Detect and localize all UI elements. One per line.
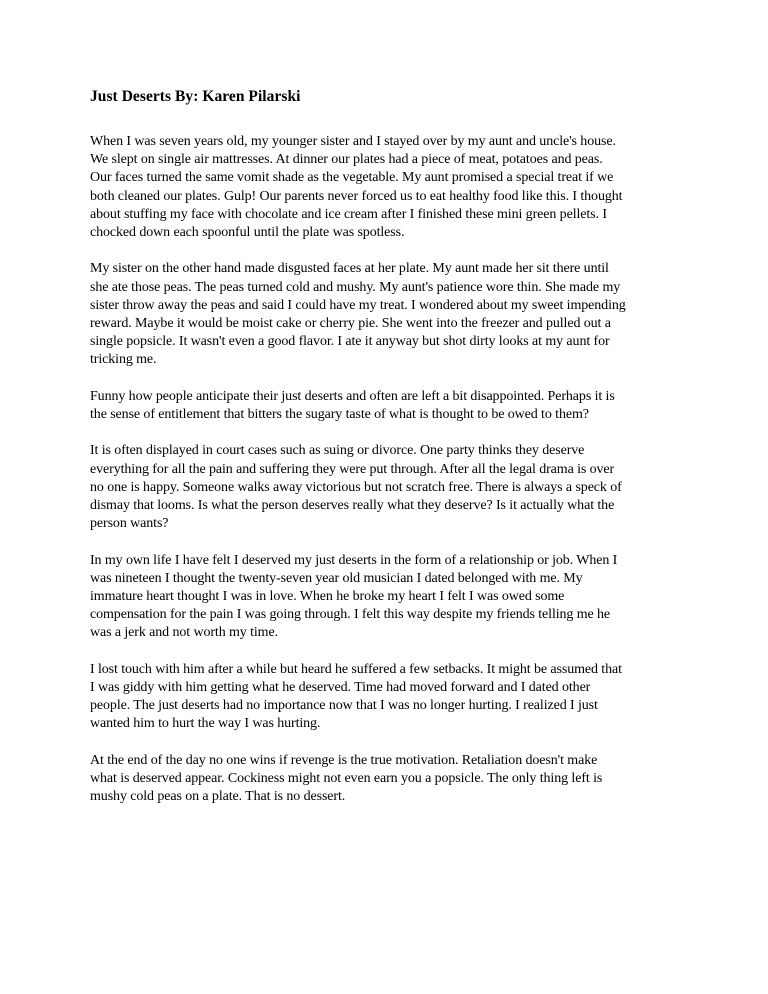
document-title: Just Deserts By: Karen Pilarski [90,88,301,105]
text-line: compensation for the pain I was going through. I felt this way despite my friends telling me he [90,607,611,623]
text-line: I was giddy with him getting what he deserved. Time had moved forward and I dated other [90,680,591,696]
text-line: people. The just deserts had no importance now that I was no longer hurting. I realized I just [90,698,598,714]
text-line: the sense of entitlement that bitters the sugary taste of what is thought to be owed to them? [90,407,589,423]
paragraph [90,442,680,533]
text-line: mushy cold peas on a plate. That is no dessert. [90,789,346,805]
text-line: no one is happy. Someone walks away victorious but not scratch free. There is always a speck of [90,479,622,495]
text-line: wanted him to hurt the way I was hurting. [90,716,321,732]
text-line: When I was seven years old, my younger sister and I stayed over by my aunt and uncle's house. [90,134,616,149]
text-line: reward. Maybe it would be moist cake or cherry pie. She went into the freezer and pulled out a [90,316,611,332]
text-line: about stuffing my face with chocolate and ice cream after I finished these mini green pellets. I [90,206,607,222]
text-line: Our faces turned the same vomit shade as the vegetable. My aunt promised a special treat if we [90,170,614,186]
text-line: At the end of the day no one wins if revenge is the true motivation. Retaliation doesn't make [90,752,598,768]
text-line: was a jerk and not worth my time. [90,625,278,641]
text-line: what is deserved appear. Cockiness might not even earn you a popsicle. The only thing left is [90,771,603,787]
text-line: My sister on the other hand made disgusted faces at her plate. My aunt made her sit there until [90,261,609,277]
text-line: We slept on single air mattresses. At dinner our plates had a piece of meat, potatoes and peas. [90,152,603,168]
text-line: was nineteen I thought the twenty-seven year old musician I dated belonged with me. My [90,570,583,586]
text-line: Funny how people anticipate their just deserts and often are left a bit disappointed. Perhaps it is [90,388,615,404]
text-line: person wants? [90,516,169,532]
text-line: It is often displayed in court cases such as suing or divorce. One party thinks they deserve [90,443,585,459]
text-line: tricking me. [90,352,157,368]
paragraph [90,388,680,424]
text-line: dismay that looms. Is what the person deserves really what they deserve? Is it actually what the [90,498,615,514]
paragraph [90,552,680,643]
text-line: In my own life I have felt I deserved my just deserts in the form of a relationship or job. When I [90,552,618,568]
text-line: everything for all the pain and suffering they were put through. After all the legal drama is over [90,461,615,477]
paragraph [90,661,680,734]
paragraph [90,133,680,242]
text-line: both cleaned our plates. Gulp! Our parents never forced us to eat healthy food like this. I thought [90,188,623,204]
paragraph [90,752,680,807]
text-line: sister throw away the peas and said I could have my treat. I wondered about my sweet impending [90,297,626,313]
text-line: she ate those peas. The peas turned cold and mushy. My aunt's patience wore thin. She made my [90,279,621,295]
paragraph [90,260,680,369]
text-line: chocked down each spoonful until the plate was spotless. [90,225,405,241]
text-line: single popsicle. It wasn't even a good flavor. I ate it anyway but shot dirty looks at my aunt for [90,334,610,350]
text-line: I lost touch with him after a while but heard he suffered a few setbacks. It might be assumed that [90,661,622,677]
text-line: immature heart thought I was in love. When he broke my heart I felt I was owed some [90,589,565,605]
paragraph-list [90,133,680,806]
document-body [90,86,680,825]
